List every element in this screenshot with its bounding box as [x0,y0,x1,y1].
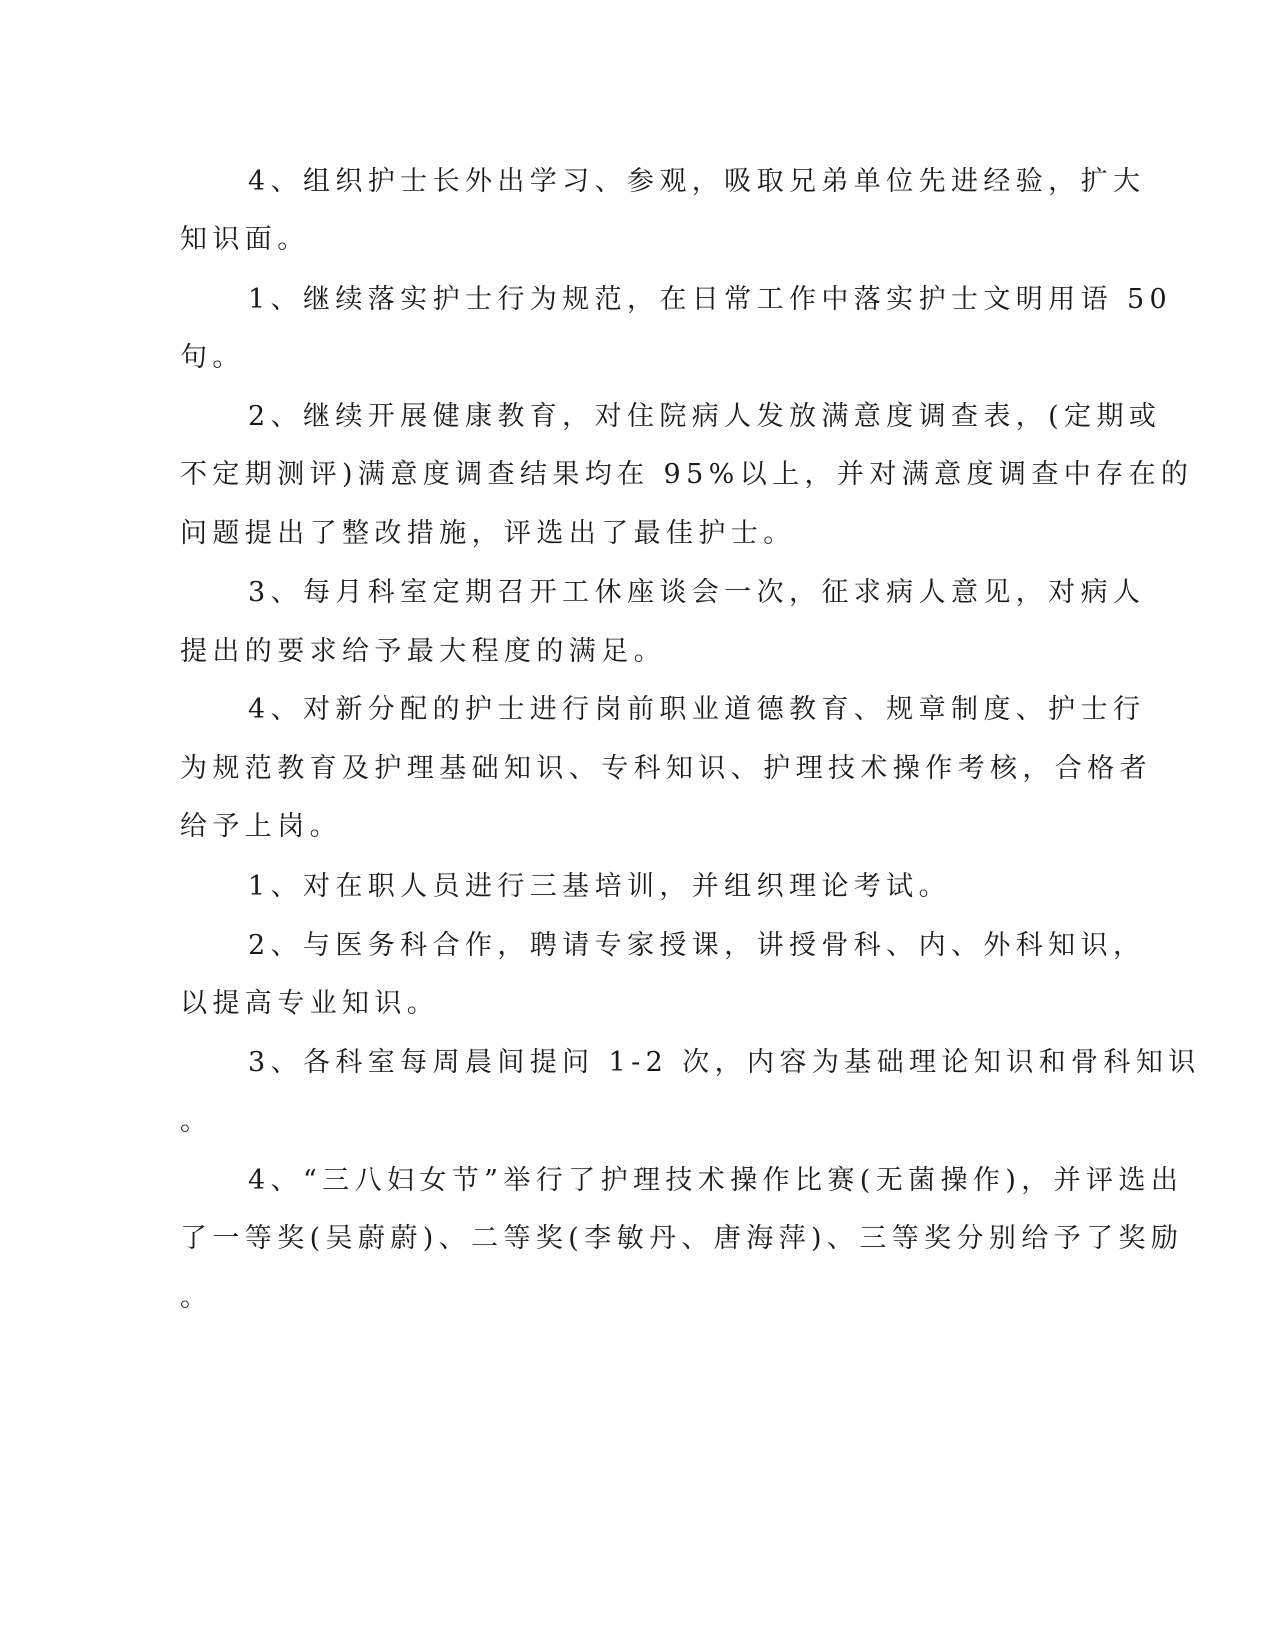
paragraph-line: 知识面。 [180,224,310,255]
paragraph-line: 2、继续开展健康教育，对住院病人发放满意度调查表，(定期或 [248,401,1162,432]
paragraph-line: 给予上岗。 [180,811,342,842]
paragraph-line: 。 [180,1282,213,1313]
paragraph-line: 3、每月科室定期召开工休座谈会一次，征求病人意见，对病人 [248,577,1146,608]
paragraph-line: 不定期测评)满意度调查结果均在 95%以上，并对满意度调查中存在的 [180,459,1194,490]
paragraph-line: 3、各科室每周晨间提问 1-2 次，内容为基础理论知识和骨科知识 [248,1047,1201,1078]
paragraph-line: 4、组织护士长外出学习、参观，吸取兄弟单位先进经验，扩大 [248,166,1146,197]
paragraph-line: 以提高专业知识。 [180,988,440,1019]
paragraph-line: 了一等奖(吴蔚蔚)、二等奖(李敏丹、唐海萍)、三等奖分别给予了奖励 [180,1223,1184,1254]
paragraph-line: 提出的要求给予最大程度的满足。 [180,636,666,667]
paragraph-line: 2、与医务科合作，聘请专家授课，讲授骨科、内、外科知识， [248,930,1146,961]
paragraph-line: 1、继续落实护士行为规范，在日常工作中落实护士文明用语 50 [248,284,1173,315]
paragraph-line: 句。 [180,342,245,373]
paragraph-line: 1、对在职人员进行三基培训，并组织理论考试。 [248,871,951,902]
paragraph-line: 为规范教育及护理基础知识、专科知识、护理技术操作考核，合格者 [180,753,1152,784]
paragraph-line: 问题提出了整改措施，评选出了最佳护士。 [180,518,796,549]
paragraph-line: 4、对新分配的护士进行岗前职业道德教育、规章制度、护士行 [248,694,1146,725]
paragraph-line: 4、“三八妇女节”举行了护理技术操作比赛(无菌操作)，并评选出 [248,1165,1184,1196]
paragraph-line: 。 [180,1106,213,1137]
